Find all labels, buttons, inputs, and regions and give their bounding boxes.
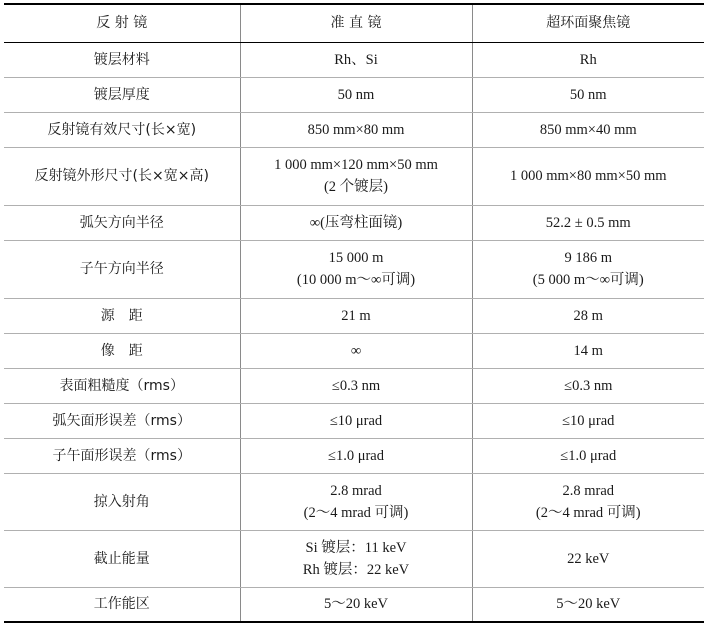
table-row xyxy=(4,77,704,112)
value-line: 850 mm×80 mm xyxy=(307,121,405,138)
value-line: ≤10 μrad xyxy=(329,412,383,429)
table-row xyxy=(4,473,704,530)
param-cell: 工作能区 xyxy=(4,587,240,622)
value-line: 14 m xyxy=(573,342,603,359)
value-line: 1 000 mm×80 mm×50 mm xyxy=(509,168,667,184)
table-row xyxy=(4,298,704,333)
value-line: (2～4 mrad 可调) xyxy=(303,504,409,521)
toroidal-value-cell xyxy=(472,147,704,205)
collimating-value-cell xyxy=(240,42,472,77)
value-line: 9 186 m xyxy=(564,250,613,266)
value-line: 21 m xyxy=(341,307,371,324)
toroidal-value-cell xyxy=(472,587,704,622)
collimating-value-cell xyxy=(240,403,472,438)
toroidal-value-cell xyxy=(472,473,704,530)
param-cell: 弧矢方向半径 xyxy=(4,205,240,240)
toroidal-value-cell xyxy=(472,368,704,403)
value-line: ≤0.3 nm xyxy=(331,377,381,394)
value-line: Rh xyxy=(579,51,597,68)
collimating-value-cell xyxy=(240,205,472,240)
value-line: ≤10 μrad xyxy=(562,412,615,429)
param-cell: 反射镜有效尺寸(长×宽) xyxy=(4,112,240,147)
collimating-value-cell xyxy=(240,587,472,622)
param-cell: 镀层材料 xyxy=(4,42,240,77)
value-line: (2 个镀层) xyxy=(323,179,389,195)
header-mirror: 反 射 镜 xyxy=(4,4,240,42)
mirror-spec-table xyxy=(4,3,704,623)
value-line: 15 000 m xyxy=(328,250,384,266)
toroidal-value-cell xyxy=(472,403,704,438)
header-toroidal-focusing-mirror: 超环面聚焦镜 xyxy=(472,4,704,42)
value-line: ≤1.0 μrad xyxy=(560,447,617,464)
collimating-value-cell xyxy=(240,438,472,473)
value-line: 50 nm xyxy=(569,86,607,103)
value-line: Si 镀层：11 keV xyxy=(305,539,407,556)
value-line: ≤1.0 μrad xyxy=(328,447,384,464)
param-cell: 掠入射角 xyxy=(4,473,240,530)
param-cell: 子午方向半径 xyxy=(4,240,240,298)
value-line: (10 000 m～∞可调) xyxy=(296,272,416,288)
collimating-value-cell xyxy=(240,368,472,403)
param-cell: 弧矢面形误差（rms） xyxy=(4,403,240,438)
param-cell: 源 距 xyxy=(4,298,240,333)
param-cell: 镀层厚度 xyxy=(4,77,240,112)
header-collimating-mirror: 准 直 镜 xyxy=(240,4,472,42)
collimating-value-cell xyxy=(240,530,472,587)
table-row xyxy=(4,587,704,622)
collimating-value-cell xyxy=(240,240,472,298)
toroidal-value-cell xyxy=(472,240,704,298)
table-row xyxy=(4,205,704,240)
table-row xyxy=(4,403,704,438)
value-line: 28 m xyxy=(573,307,603,324)
table-row xyxy=(4,368,704,403)
toroidal-value-cell xyxy=(472,530,704,587)
table-row xyxy=(4,42,704,77)
collimating-value-cell xyxy=(240,147,472,205)
value-line: 5～20 keV xyxy=(556,596,621,613)
toroidal-value-cell xyxy=(472,438,704,473)
param-cell: 反射镜外形尺寸(长×宽×高) xyxy=(4,147,240,205)
value-line: 1 000 mm×120 mm×50 mm xyxy=(274,157,438,173)
value-line: ∞ xyxy=(350,342,362,359)
collimating-value-cell xyxy=(240,333,472,368)
toroidal-value-cell xyxy=(472,42,704,77)
value-line: 22 keV xyxy=(567,550,610,567)
toroidal-value-cell xyxy=(472,112,704,147)
value-line: 2.8 mrad xyxy=(562,482,615,499)
param-cell: 表面粗糙度（rms） xyxy=(4,368,240,403)
value-line: Rh、Si xyxy=(334,51,378,68)
collimating-value-cell xyxy=(240,298,472,333)
table-row xyxy=(4,530,704,587)
toroidal-value-cell xyxy=(472,205,704,240)
toroidal-value-cell xyxy=(472,77,704,112)
value-line: 2.8 mrad xyxy=(330,482,382,499)
value-line: 850 mm×40 mm xyxy=(539,121,637,138)
value-line: ≤0.3 nm xyxy=(564,377,613,394)
value-line: (2～4 mrad 可调) xyxy=(535,504,641,521)
value-line: Rh 镀层：22 keV xyxy=(302,561,410,578)
table-row xyxy=(4,240,704,298)
collimating-value-cell xyxy=(240,473,472,530)
param-cell: 子午面形误差（rms） xyxy=(4,438,240,473)
collimating-value-cell xyxy=(240,112,472,147)
value-line: 50 nm xyxy=(337,86,375,103)
param-cell: 像 距 xyxy=(4,333,240,368)
table-row xyxy=(4,333,704,368)
param-cell: 截止能量 xyxy=(4,530,240,587)
table-body xyxy=(4,42,704,622)
table-row xyxy=(4,147,704,205)
toroidal-value-cell xyxy=(472,298,704,333)
value-line: 5～20 keV xyxy=(323,596,389,613)
value-line: ∞(压弯柱面镜) xyxy=(309,214,403,231)
toroidal-value-cell xyxy=(472,333,704,368)
table-header-row xyxy=(4,4,704,42)
value-line: (5 000 m～∞可调) xyxy=(532,272,644,288)
table-row xyxy=(4,438,704,473)
value-line: 52.2 ± 0.5 mm xyxy=(545,214,631,231)
table-row xyxy=(4,112,704,147)
collimating-value-cell xyxy=(240,77,472,112)
